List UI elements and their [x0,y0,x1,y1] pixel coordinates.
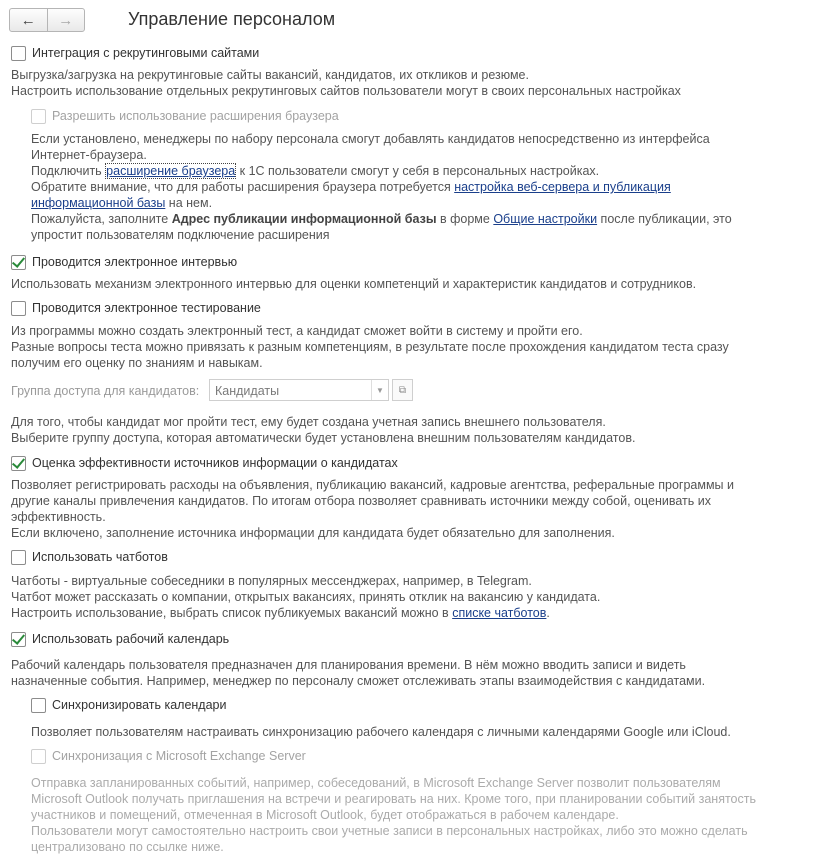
chatbots-suffix: . [546,606,550,620]
calendar-checkbox[interactable] [11,632,26,647]
web-server-setup-link-cont[interactable]: информационной базы [31,196,166,210]
browser-extension-label[interactable]: Разрешить использование расширения браузера [52,109,339,123]
browser-ext-note-line2 [31,195,732,211]
sync-calendars-description [31,724,731,740]
arrow-right-icon: → [58,11,74,29]
browser-ext-fill-line [31,211,732,227]
dropdown-arrow-icon[interactable]: ▼ [371,380,388,400]
chatbots-checkbox[interactable] [11,550,26,565]
calendar-desc-line: Рабочий календарь пользователя предназначен для планирования времени. В нём можно вводить записи и видеть [11,658,686,672]
sources-desc-line: Позволяет регистрировать расходы на объявления, публикацию вакансий, кадровые агентства, реферальные программы и [11,478,734,492]
testing-desc-line: Из программы можно создать электронный тест, а кандидат сможет войти в систему и пройти его. [11,324,583,338]
sync-calendars-checkbox[interactable] [31,698,46,713]
sources-desc-line: эффективность. [11,510,106,524]
browser-ext-note-line [31,179,732,195]
chatbots-description [11,573,600,621]
fill-mid: в форме [436,212,494,226]
browser-extension-description [31,131,732,243]
candidate-access-group-label: Группа доступа для кандидатов: [11,384,200,398]
testing-access-note [11,414,635,446]
sources-label[interactable]: Оценка эффективности источников информации о кандидатах [32,456,398,470]
chatbots-desc-line: Чатботы - виртуальные собеседники в популярных мессенджерах, например, в Telegram. [11,574,532,588]
calendar-label[interactable]: Использовать рабочий календарь [32,632,230,646]
testing-desc-line: Разные вопросы теста можно привязать к разным компетенциям, в результате после прохождения кандидатом теста сразу [11,340,729,354]
testing-description [11,323,729,371]
recruit-description [11,67,681,99]
exchange-desc-line: централизовано по ссылке ниже. [31,840,224,854]
calendar-desc-line: назначенные события. Например, менеджер по персоналу сможет отслеживать этапы взаимодействия с кандидатами. [11,674,706,688]
page-title: Управление персоналом [128,9,336,29]
interview-description [11,276,696,292]
chatbots-list-link[interactable]: списке чатботов [452,606,547,620]
general-settings-link[interactable]: Общие настройки [493,212,598,226]
navigation-buttons [9,8,85,32]
note-suffix: на нем. [165,196,213,210]
exchange-desc-line: Пользователи могут самостоятельно настроить свои учетные записи в персональных настройках, либо это можно сделать [31,824,748,838]
interview-desc-line: Использовать механизм электронного интервью для оценки компетенций и характеристик кандидатов и сотрудников. [11,277,697,291]
browser-ext-desc-line: Интернет-браузера. [31,148,147,162]
testing-checkbox[interactable] [11,301,26,316]
web-server-setup-link[interactable]: настройка веб-сервера и публикация [454,180,671,194]
exchange-desc-line: участников и помещений, отмеченная в Microsoft Outlook, будет отображаться в рабочем календаре. [31,808,619,822]
sources-desc-line: Если включено, заполнение источника информации для кандидата будет обязательно для заполнения. [11,526,615,540]
testing-desc-line: получим его оценку по знаниям и навыкам. [11,356,263,370]
connect-prefix: Подключить [31,164,106,178]
fill-bold: Адрес публикации информационной базы [171,212,437,226]
note-prefix: Обратите внимание, что для работы расширения браузера потребуется [31,180,455,194]
fill-prefix: Пожалуйста, заполните [31,212,172,226]
sources-desc-line: другие каналы привлечения кандидатов. По итогам отбора позволяет сравнивать источники между собой, оценивать их [11,494,711,508]
sources-checkbox[interactable] [11,456,26,471]
recruit-desc-line: Выгрузка/загрузка на рекрутинговые сайты вакансий, кандидатов, их откликов и резюме. [11,68,529,82]
chatbots-desc-line3 [11,605,600,621]
recruit-checkbox[interactable] [11,46,26,61]
testing-note-line: Выберите группу доступа, которая автоматически будет установлена внешним пользователям кандидатов. [11,431,636,445]
candidate-access-group-field[interactable] [209,379,389,401]
exchange-desc-line: Отправка запланированных событий, например, собеседований, в Microsoft Exchange Server позволит пользователям [31,776,721,790]
browser-extension-link[interactable]: расширение браузера [106,164,236,178]
back-button[interactable] [10,9,47,31]
candidate-access-group-value: Кандидаты [215,384,280,398]
browser-ext-connect-line [31,163,732,179]
testing-label[interactable]: Проводится электронное тестирование [32,301,261,315]
calendar-description [11,657,705,689]
open-icon[interactable]: ⧉ [392,379,413,401]
chatbots-prefix: Настроить использование, выбрать список публикуемых вакансий можно в [11,606,453,620]
exchange-label[interactable]: Синхронизация с Microsoft Exchange Server [52,749,306,763]
arrow-left-icon: ← [20,11,36,29]
sources-description [11,477,734,541]
forward-button[interactable] [48,9,85,31]
connect-suffix: к 1С пользователи смогут у себя в персональных настройках. [236,164,600,178]
chatbots-desc-line: Чатбот может рассказать о компании, открытых вакансиях, принять отклик на вакансию у кандидата. [11,590,601,604]
recruit-label[interactable]: Интеграция с рекрутинговыми сайтами [32,46,260,60]
browser-ext-desc-line: Если установлено, менеджеры по набору персонала смогут добавлять кандидатов непосредственно из интерфейса [31,132,710,146]
exchange-description [31,775,756,855]
browser-ext-fill-line2: упростит пользователям подключение расширения [31,228,330,242]
interview-checkbox[interactable] [11,255,26,270]
browser-extension-checkbox[interactable] [31,109,46,124]
interview-label[interactable]: Проводится электронное интервью [32,255,238,269]
fill-suffix: после публикации, это [597,212,732,226]
chatbots-label[interactable]: Использовать чатботов [32,550,168,564]
testing-note-line: Для того, чтобы кандидат мог пройти тест, ему будет создана учетная запись внешнего пользователя. [11,415,606,429]
exchange-checkbox[interactable] [31,749,46,764]
recruit-desc-line: Настроить использование отдельных рекрутинговых сайтов пользователи могут в своих персональных настройках [11,84,681,98]
sync-desc-line: Позволяет пользователям настраивать синхронизацию рабочего календаря с личными календарями Google или iCloud. [31,725,731,739]
exchange-desc-line: Microsoft Outlook получать приглашения на встречи и реагировать на них. Кроме того, при планировании событий занятость [31,792,756,806]
sync-calendars-label[interactable]: Синхронизировать календари [52,698,227,712]
